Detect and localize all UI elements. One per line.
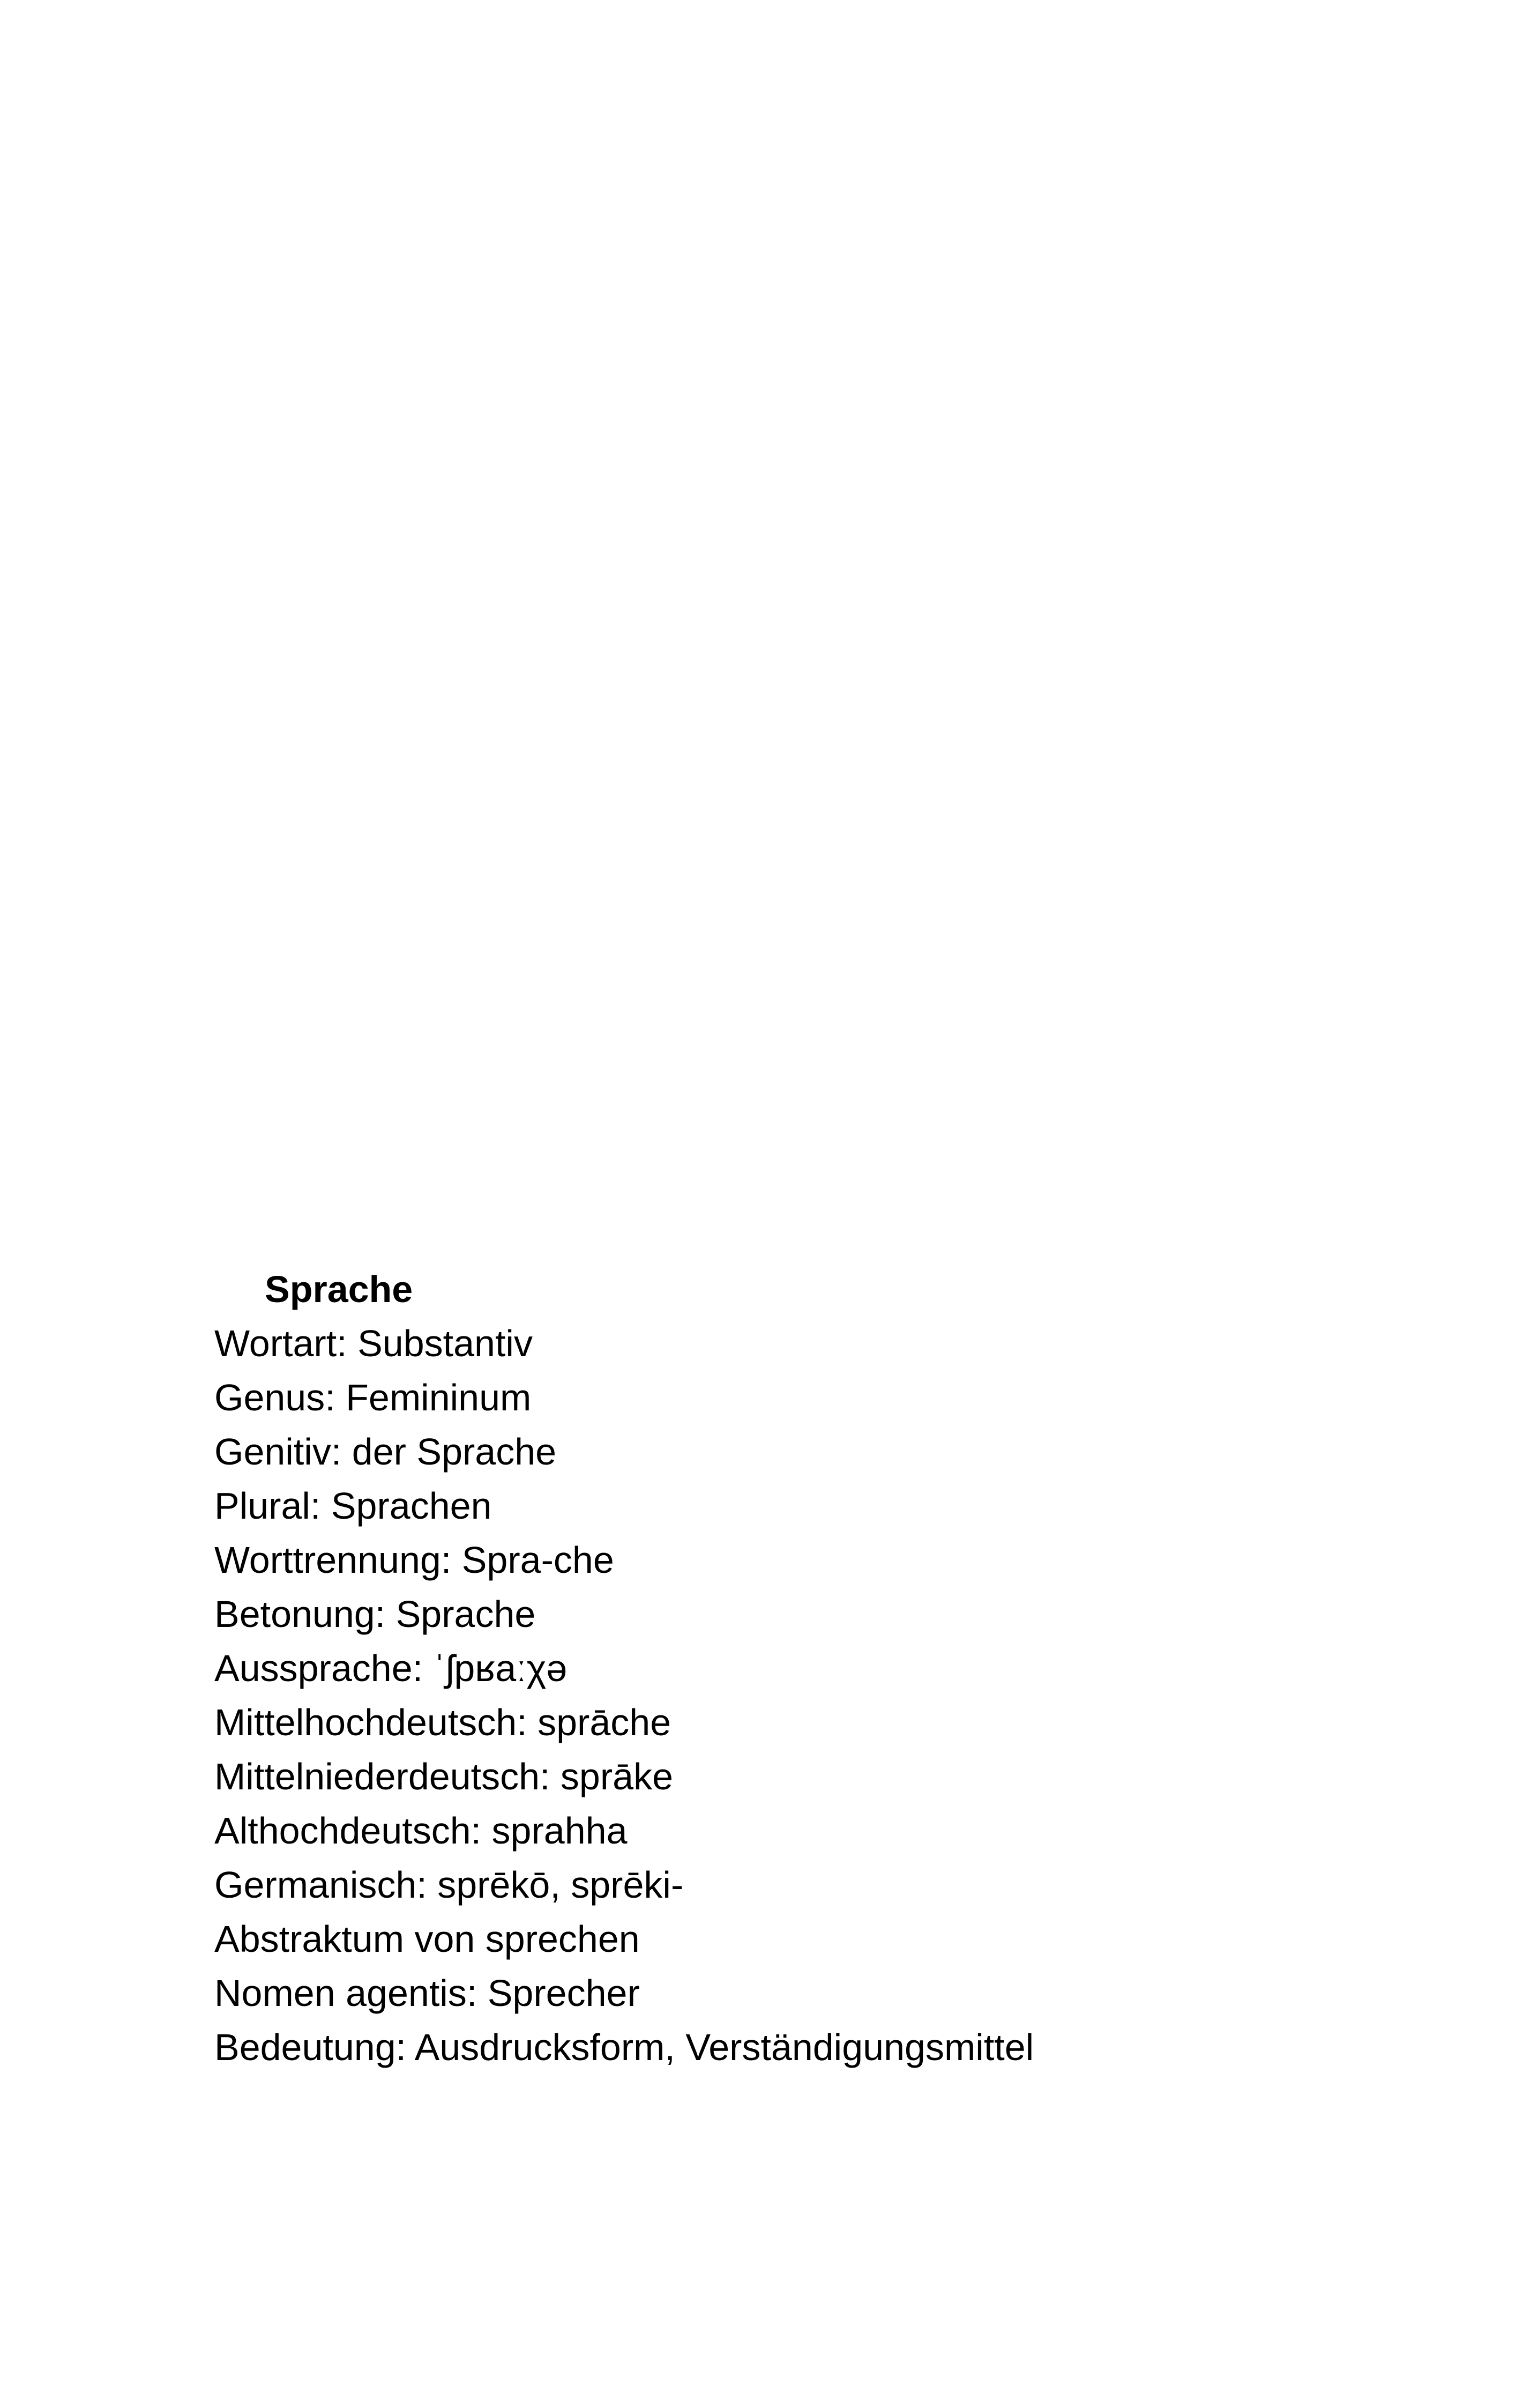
entry-line-aussprache: Aussprache: ˈʃpʁaːχə [214,1647,568,1689]
entry-line-bedeutung: Bedeutung: Ausdrucksform, Verständigungsmittel [214,2026,1034,2068]
entry-line-germanisch: Germanisch: sprēkō, sprēki- [214,1864,684,1906]
entry-line-wortart: Wortart: Substantiv [214,1322,533,1364]
entry-line-nomen-agentis: Nomen agentis: Sprecher [214,1972,640,2014]
entry-line-plural: Plural: Sprachen [214,1485,492,1527]
entry-line-mittelniederdeutsch: Mittelniederdeutsch: sprāke [214,1756,673,1797]
entry-headword: Sprache [265,1268,413,1310]
entry-line-worttrennung: Worttrennung: Spra-che [214,1539,614,1581]
entry-line-genitiv: Genitiv: der Sprache [214,1431,557,1473]
dictionary-entry [214,1262,1447,2075]
entry-line-genus: Genus: Femininum [214,1377,532,1418]
entry-line-mittelhochdeutsch: Mittelhochdeutsch: sprāche [214,1701,671,1743]
entry-line-abstraktum: Abstraktum von sprechen [214,1918,640,1960]
entry-line-betonung: Betonung: Sprache [214,1593,536,1635]
entry-line-althochdeutsch: Althochdeutsch: sprahha [214,1810,628,1852]
